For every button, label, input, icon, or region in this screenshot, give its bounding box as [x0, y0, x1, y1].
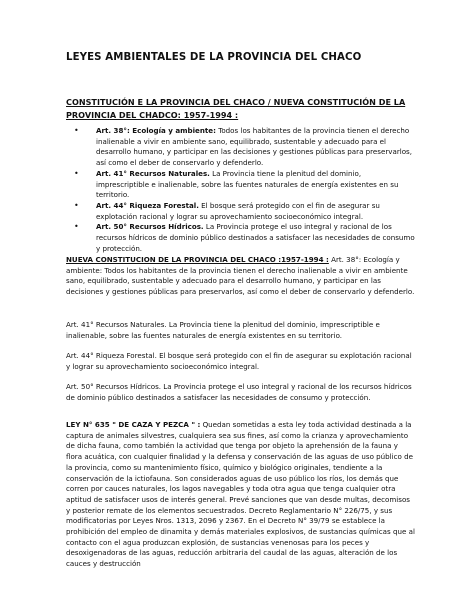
ley-635-paragraph: [66, 420, 416, 570]
art50-paragraph: Art. 50° Recursos Hídricos. La Provincia protege el uso integral y racional de los recursos hídricos de dominio público destinados a satisfacer las necesidades de consumo y protección.: [66, 382, 412, 402]
article-text: La Provincia protege el uso integral y racional de los recursos hídricos de dominio público destinados a satisfacer las necesidades de consumo y protección.: [96, 222, 415, 253]
art44-paragraph: Art. 44° Riqueza Forestal. El bosque será protegido con el fin de asegurar su explotación racional y lograr su aprovechamiento socioeconómico integral.: [66, 351, 412, 371]
article-heading: Art. 38°: Ecología y ambiente:: [96, 126, 216, 135]
article-text: Todos los habitantes de la provincia tienen el derecho inalienable a vivir en ambiente sano, equilibrado, sustentable y adecuado para el desarrollo humano, y participar en las decisiones y gestiones públicas para preservarlos, así como el deber de conservarlo y defenderlo.: [96, 126, 412, 168]
section-heading: LEY N° 635 " DE CAZA Y PEZCA " :: [66, 420, 201, 429]
bullet-icon: •: [74, 222, 79, 232]
article-text: El bosque será protegido con el fin de asegurar su explotación racional y lograr su aprovechamiento socioeconómico integral.: [96, 200, 380, 221]
list-item: [66, 169, 416, 201]
bullet-icon: •: [74, 200, 79, 210]
article-list: [66, 126, 416, 254]
paragraph-text: Art. 38°: Ecología y ambiente: Todos los habitantes de la provincia tienen el derecho inalienable a vivir en ambiente sano, equilibrado, sustentable y adecuado para el desarrollo humano, y participar en las decisiones y gestiones públicas para preservarlos, así como el deber de conservarlo y defenderlo.: [66, 255, 415, 297]
document-title: LEYES AMBIENTALES DE LA PROVINCIA DEL CHACO: [66, 52, 362, 63]
article-heading: Art. 41° Recursos Naturales.: [96, 168, 210, 178]
constitution-subtitle: CONSTITUCIÓN E LA PROVINCIA DEL CHACO / NUEVA CONSTITUCIÓN DE LA PROVINCIA DEL CHADCO: 1957-1994 :: [66, 97, 406, 120]
list-item: [66, 126, 416, 169]
list-item: [66, 201, 416, 222]
section-heading: NUEVA CONSTITUCION DE LA PROVINCIA DEL CHACO :1957-1994 :: [66, 255, 329, 264]
article-heading: Art. 44° Riqueza Forestal.: [96, 200, 199, 210]
art41-paragraph: Art. 41° Recursos Naturales. La Provincia tiene la plenitud del dominio, imprescriptible e inalienable, sobre las fuentes naturales de energía existentes en su territorio.: [66, 320, 380, 340]
nueva-constitucion-paragraph: [66, 255, 416, 298]
article-heading: Art. 50° Recursos Hídricos.: [96, 222, 204, 232]
paragraph-text: Quedan sometidas a esta ley toda actividad destinada a la captura de animales silvestres, cualquiera sea sus fines, así como la crianza y aprovechamiento de dicha fauna, como también la actividad que tenga por objeto la aprehensión de la fauna y flora acuática, con cualquier finalidad y la defensa y conservación de las aguas de uso público de la provincia, como su mantenimiento físico, químico y biológico originales, tendiente a la conservación de la ictiofauna. Son considerados aguas de uso público los ríos, los demás que corren por cauces naturales, los lagos navegables y toda otra agua que tenga cualquier otra aptitud de satisfacer usos de interés general. Prevé sanciones que van desde multas, decomisos y posterior remate de los elementos secuestrados. Decreto Reglamentario N° 226/75, y sus modificatorias por Leyes Nros. 1313, 2096 y 2367. En el Decreto N° 39/79 se establece la prohibición del empleo de dinamita y demás materiales explosivos, de sustancias químicas que al contacto con el agua produzcan explosión, de sustancias venenosas para los peces y desoxigenadoras de las aguas, reducción arbitraria del caudal de las aguas, alteración de los cauces y destrucción: [66, 420, 415, 569]
bullet-icon: •: [74, 126, 79, 135]
article-text: La Provincia tiene la plenitud del dominio, imprescriptible e inalienable, sobre las fuentes naturales de energía existentes en su territorio.: [96, 168, 399, 200]
bullet-icon: •: [74, 168, 79, 178]
list-item: [66, 222, 416, 254]
